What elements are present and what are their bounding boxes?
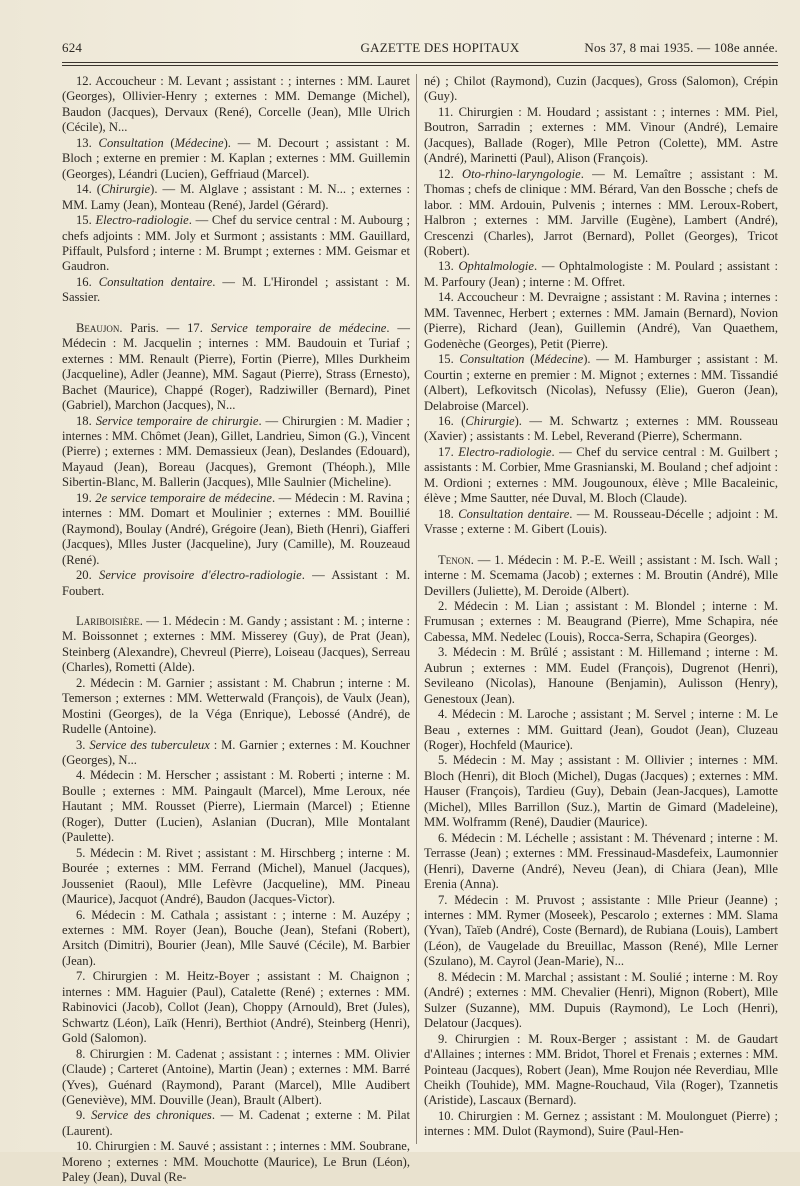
service-entry: [62, 768, 410, 845]
service-entry: [62, 908, 410, 970]
entry-text: 4. Médecin : M. Herscher ; assistant : M. Roberti ; interne : M. Boulle ; externes : MM. Paingault (Marcel), Mme Leroux, née Hautant ; MM. Rousset (Pierre), Liermain (Marcel) ; Etienne (Roger), Dutter (Lucien), Aslanian (Ducran), Mlle Montalant (Paulette).: [62, 768, 410, 845]
entry-text: 10. Chirurgien : M. Gernez ; assistant : M. Moulonguet (Pierre) ; internes : MM. Dulot (Raymond), Suire (Paul-Hen-: [424, 1108, 778, 1139]
entry-text: . — Médecin : M. Jacquelin ; internes : MM. Baudouin et Turiaf ; externes : MM. Renault (Pierre), Fortin (Pierre), Mlles Durkheim (Jacqueline), Adler (Jeanne), MM. Sagaut (Pierre), Strass (Ernesto), Bachet (Maurice), Chappé (Roger), Radziwiller (Bernard), Pinet (Gabriel), Marchon (Jacques), N...: [62, 320, 410, 413]
service-entry: [424, 74, 778, 105]
issue-info: Nos 37, 8 mai 1935. — 108e année.: [584, 40, 778, 55]
service-title: Oto-rhino-laryngologie: [462, 166, 581, 181]
entry-text: 14. (: [76, 182, 101, 197]
service-entry: [424, 445, 778, 507]
entry-text: . Paris. — 17.: [119, 320, 211, 335]
entry-text: 6. Médecin : M. Léchelle ; assistant : M. Thévenard ; interne : M. Terrasse (Jean) ; externes : MM. Fressinaud-Masdefeix, Laumonnier (Henri), Daverne (André), Neveu (Jean), di Chiara (Jean), Mlle Erenia (Anna).: [424, 830, 778, 892]
service-title: Service temporaire de médecine: [210, 320, 387, 335]
entry-text: 4. Médecin : M. Laroche ; assistant ; M. Servel ; interne : M. Le Beau , externes : MM. Guittard (Jean), Goudot (Jean), Cluzeau (Roger), Hochfeld (Maurice).: [424, 707, 778, 753]
entry-text: né) ; Chilot (Raymond), Cuzin (Jacques), Gross (Salomon), Crépin (Guy).: [424, 74, 778, 104]
entry-text: 12. Accoucheur : M. Levant ; assistant : ; internes : MM. Lauret (Georges), Ollivier-Henry ; externes : MM. Demange (Michel), Baudon (Jacques), Dervaux (René), Corcelle (Jean), Mlle Ulrich (Cécile), N...: [62, 74, 410, 135]
hospital-name: Beaujon: [76, 320, 120, 335]
entry-text: 3.: [76, 737, 90, 752]
entry-text: 8. Chirurgien : M. Cadenat ; assistant : ; internes : MM. Olivier (Claude) ; Carteret (Antoine), Martin (Jean) ; externes : MM. Barré (Yves), Guénard (Raymond), Parant (Marcel), Mlle Audibert (Geneviève), MM. Douville (Jean), Brault (Albert).: [62, 1046, 410, 1107]
service-entry: [62, 676, 410, 738]
service-title: Médecine: [534, 352, 584, 367]
service-title: Service des tuberculeux: [89, 737, 210, 752]
service-entry: [62, 213, 410, 275]
service-entry: [424, 105, 778, 167]
column-divider: [416, 74, 417, 1144]
service-entry: [424, 352, 778, 414]
entry-text: 14. Accoucheur : M. Devraigne ; assistant : M. Ravina ; internes : MM. Tavennec, Herbert ; externes : MM. Jamain (Bernard), Novion (Pierre), Richard (Jean), Guillemin (André), Van Quaethem, Godenèche (Georges), Petit (Pierre).: [424, 290, 778, 351]
entry-text: . — 1. Médecin : M. Gandy ; assistant : M. ; interne : M. Boissonnet ; externes : MM. Misserey (Guy), de Prat (Jean), Steinberg (Alexandre), Chevreul (Pierre), Loiseau (Jacques), Serreau (Charles), Rometti (Alde).: [62, 613, 410, 675]
entry-text: . — Ophtalmologiste : M. Poulard ; assistant : M. Parfoury (Jean) ; interne : M. Offret.: [424, 259, 779, 289]
entry-text: 5. Médecin : M. May ; assistant : M. Ollivier ; internes : MM. Bloch (Henri), dit Bloch (Michel), Dugas (Jacques) ; externes : MM. Hauser (François), Tardieu (Guy), Debain (Jean-Jacques), Lamotte (Michel), Mlles Barrillon (Suz.), Martin de Gimard (Madeleine), MM. Wolframm (René), Daudier (Maurice).: [424, 753, 778, 830]
service-entry: [62, 1047, 410, 1109]
entry-text: 19.: [76, 490, 96, 505]
service-entry: [424, 167, 778, 260]
service-entry: [62, 846, 410, 908]
entry-text: . — M. Rousseau-Décelle ; adjoint : M. Vrasse ; externe : M. Gibert (Louis).: [424, 506, 778, 537]
entry-text: . — Chef du service central : M. Guilbert ; assistants : M. Corbier, Mme Grasnianski, M. Bouland ; chef adjoint : M. Ordioni ; externes : MM. Jougounoux, élève ; Mlle Bacaleinic, élève ; Mme Sautter, née Duval, M. Bloch (Claude).: [424, 444, 778, 506]
entry-text: 18.: [76, 413, 96, 428]
entry-text: ). — M. Alglave ; assistant : M. N... ; externes : MM. Lamy (Jean), Monteau (René), Jardel (Gérard).: [62, 182, 410, 212]
entry-text: 9.: [76, 1108, 92, 1123]
entry-text: 16.: [76, 274, 99, 289]
service-entry: [62, 969, 410, 1046]
service-entry: [62, 1139, 410, 1185]
service-title: Consultation dentaire: [98, 274, 213, 289]
service-entry: [424, 893, 778, 970]
service-entry: [62, 136, 410, 182]
service-entry: [424, 599, 778, 645]
service-title: Chirurgie: [465, 413, 515, 428]
service-entry: [424, 553, 778, 599]
service-entry: [424, 1109, 778, 1140]
service-entry: [424, 831, 778, 893]
entry-text: . — Médecin : M. Ravina ; internes : MM. Domart et Moulinier ; externes : MM. Bouillié (Raymond), Boulay (André), Grégoire (Jean), Bieth (Henri), Giafferi (Jacques), Mlles Juster (Jacqueline), Jury (Camille), M. Rouzeaud (René).: [62, 490, 410, 567]
service-entry: [62, 414, 410, 491]
service-entry: [424, 259, 778, 290]
service-title: Ophtalmologie: [458, 259, 535, 274]
entry-text: ). — M. Schwartz ; externes : MM. Rousseau (Xavier) ; assistants : M. Lebel, Reverand (Pierre), Schermann.: [424, 413, 778, 444]
service-entry: [62, 738, 410, 769]
entry-text: ). — M. Hamburger ; assistant : M. Courtin ; externe en premier : M. Mignot ; externes : MM. Tissandié (Albert), Lefkovitsch (Nicolas), Nefussy (Elie), Gueron (Jean), Delabroise (Marcel).: [424, 352, 779, 413]
entry-text: 10. Chirurgien : M. Sauvé ; assistant : ; internes : MM. Soubrane, Moreno ; externes : MM. Mouchotte (Maurice), Le Brun (Léon), Paley (Jean), Duval (Re-: [62, 1139, 410, 1185]
entry-text: 6. Médecin : M. Cathala ; assistant : ; interne : M. Auzépy ; externes : MM. Royer (Jean), Bouche (Jean), Stefani (Robert), Arsitch (Dimitri), Bourier (Jean), Mlle Sauvé (Cécile), M. Barbier (Jean).: [62, 907, 410, 968]
page-header: [62, 40, 778, 62]
header-rule-double: [62, 65, 778, 66]
entry-text: 2. Médecin : M. Garnier ; assistant : M. Chabrun ; interne : M. Temerson ; externes : MM. Wetterwald (François), de Vaulx (Jean), Mostini (Georges), de la Véga (Enrique), Lebossé (André), de Rudelle (Antoine).: [62, 675, 410, 737]
entry-text: 3. Médecin : M. Brûlé ; assistant : M. Hillemand ; interne : M. Aubrun ; externes : MM. Eudel (François), Dugrenot (Henri), Sevileano (Nicolas), Hanoune (Benjamin), Aulisson (Henry), Genestoux (Jean).: [424, 645, 778, 706]
service-title: Consultation: [98, 135, 164, 150]
service-entry: [62, 321, 410, 414]
service-title: Electro-radiologie: [458, 444, 552, 459]
service-entry: [424, 507, 778, 538]
entry-text: 7. Médecin : M. Pruvost ; assistante : Mlle Prieur (Jeanne) ; internes : MM. Rymer (Moseek), Pescarolo ; externes : MM. Slama (Yvan), Taïeb (André), Coste (Bernard), de Rubiana (Louis), Lambert (Léon), de Vaugelade du Breuillac, Masson (René), Mlle Lerner (Szulano), M. Cayrol (Jean-Marie), N...: [424, 892, 778, 969]
service-entry: [424, 970, 778, 1032]
entry-text: 12.: [438, 166, 462, 181]
header-rule: [62, 62, 778, 63]
entry-text: . — M. Cadenat ; externe : M. Pilat (Laurent).: [62, 1108, 411, 1138]
entry-text: : M. Garnier ; externes : M. Kouchner (Georges), N...: [62, 737, 410, 768]
entry-text: (: [524, 352, 535, 367]
service-entry: [424, 645, 778, 707]
right-column: [424, 74, 778, 1140]
service-entry: [424, 1032, 778, 1109]
entry-text: 5. Médecin : M. Rivet ; assistant : M. Hirschberg ; interne : M. Bourée ; externes : MM. Ferrand (Michel), Manuel (Jacques), Jousseniet (Raoul), Mlle Lefèvre (Jacqueline), MM. Pineau (Maurice), Jacquot (André), Baudon (Jacques-Victor).: [62, 845, 410, 907]
service-title: 2e service temporaire de médecine: [95, 490, 272, 505]
entry-text: 13.: [76, 135, 99, 150]
service-title: Service temporaire de chirurgie: [95, 413, 259, 428]
entry-text: 7. Chirurgien : M. Heitz-Boyer ; assistant : M. Chaignon ; internes : MM. Haguier (Paul), Catalette (René) ; externes : MM. Rabinovici (Jacob), Collot (Jean), Choppy (Arnould), Bret (Jules), Schwartz (Léon), Laïk (Henri), Berthiot (André), Steinberg (Henri), Gold (Salomon).: [62, 969, 410, 1046]
service-entry: [62, 1108, 410, 1139]
service-title: Consultation dentaire: [458, 506, 570, 521]
entry-text: 18.: [438, 506, 459, 521]
entry-text: 20.: [76, 568, 100, 583]
service-entry: [424, 707, 778, 753]
entry-text: . — Assistant : M. Foubert.: [62, 568, 410, 598]
entry-text: 8. Médecin : M. Marchal ; assistant : M. Soulié ; interne : M. Roy (André) ; externes : MM. Chevalier (Henri), Mignon (Robert), Mlle Sulzer (Suzanne), MM. Dupuis (Raymond), Le Loch (Henri), Delatour (Jacques).: [424, 969, 778, 1031]
service-title: Médecine: [174, 135, 224, 150]
entry-text: . — M. L'Hirondel ; assistant : M. Sassier.: [62, 274, 410, 305]
entry-text: . — M. Lemaître ; assistant : M. Thomas ; chefs de clinique : MM. Bérard, Van den Bossche ; chefs de labor. : MM. Ardouin, Pulvenis ; internes : MM. Leroux-Robert, Halbron ; externes : MM. Jarville (Eugène), Lambert (André), Crescenzi (Charles), Jarrot (Bernard), Pollet (Georges), Tricot (Robert).: [424, 166, 778, 258]
entry-text: 16. (: [438, 413, 466, 428]
service-entry: [62, 182, 410, 213]
hospital-name: Lariboisière: [76, 613, 140, 628]
hospital-name: Tenon: [438, 552, 471, 567]
left-column: [62, 74, 410, 1186]
entry-text: 13.: [438, 259, 459, 274]
service-title: Service des chroniques: [91, 1108, 212, 1123]
entry-text: . — Chirurgien : M. Madier ; internes : MM. Chômet (Jean), Gillet, Landrieu, Simon (G.), Vincent (Pierre) ; externes : MM. Demassieux (Jean), Deslandes (Edouard), Mayaud (Jean), Boreau (Jacques), Gremont (Théoph.), Mlle Sibertin-Blanc, M. Ballerin (Jacques), Mlle Saulnier (Micheline).: [62, 413, 410, 490]
service-title: Chirurgie: [100, 182, 151, 197]
service-entry: [62, 275, 410, 306]
service-title: Electro-radiologie: [95, 213, 189, 228]
entry-text: (: [163, 135, 175, 150]
entry-text: 17.: [438, 444, 459, 459]
service-entry: [62, 568, 410, 599]
service-entry: [424, 414, 778, 445]
entry-text: 9. Chirurgien : M. Roux-Berger ; assistant : M. de Gaudart d'Allaines ; internes : MM. Bridot, Thorel et Frenais ; externes : MM. Pointeau (Jacques), Robert (Jean), Mme Roujon née Reverdiau, Mlle Cheikh (Touhide), MM. Magne-Rouchaud, Vila (Roger), Tzannetis (Aristide), Lascaux (Bernard).: [424, 1031, 778, 1108]
service-entry: [424, 753, 778, 830]
entry-text: . — Chef du service central : M. Aubourg ; chefs adjoints : MM. Joly et Surmont ; assistants : MM. Gauillard, Piffault, Pulsford ; interne : M. Brumpt ; externes : MM. Geismar et Gaudron.: [62, 213, 411, 274]
page-number: 624: [62, 40, 83, 55]
service-entry: [424, 290, 778, 352]
entry-text: 2. Médecin : M. Lian ; assistant : M. Blondel ; interne : M. Frumusan ; externes : M. Beaugrand (Pierre), Mme Schapira, née Cabessa, MM. Nedelec (Louis), Rocca-Serra, Schapira (Georges).: [424, 598, 778, 644]
journal-title: GAZETTE DES HOPITAUX: [360, 40, 520, 55]
service-entry: [62, 74, 410, 136]
service-entry: [62, 491, 410, 568]
entry-text: 15.: [76, 213, 96, 228]
service-entry: [62, 614, 410, 676]
entry-text: 11. Chirurgien : M. Houdard ; assistant : ; internes : MM. Piel, Boutron, Sarradin ; externes : MM. Vinour (André), Lemaire (Jacques), Ballade (Roger), Mlle Petron (Colette), MM. Astre (André), Marinetti (Paul), Alison (François).: [424, 104, 778, 166]
entry-text: ). — M. Decourt ; assistant : M. Bloch ; externe en premier : M. Kaplan ; externes : MM. Guillemin (Georges), Léandri (Lucien), Geffriaud (Marcel).: [62, 135, 411, 181]
service-title: Consultation: [459, 352, 525, 367]
service-title: Service provisoire d'électro-radiologie: [99, 568, 302, 583]
entry-text: . — 1. Médecin : M. P.-E. Weill ; assistant : M. Isch. Wall ; interne : M. Scemama (Jacob) ; externes : M. Broutin (André), Mlle Devillers (Juliette), M. Deroide (Albert).: [424, 552, 778, 598]
entry-text: 15.: [438, 352, 460, 367]
